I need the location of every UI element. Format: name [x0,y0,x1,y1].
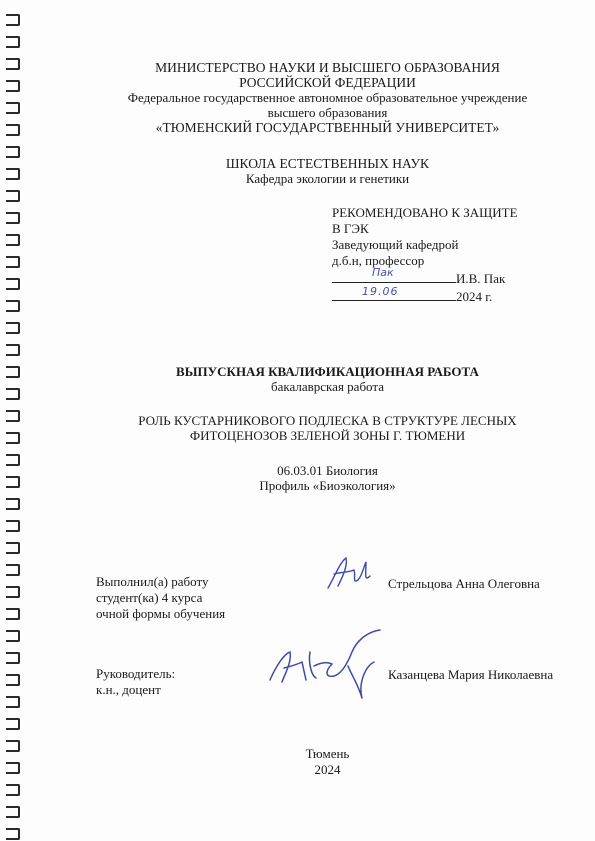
student-name: Стрельцова Анна Олеговна [388,576,540,591]
student-label [96,574,225,622]
binding-ring [6,410,20,422]
student-label-line-3: очной формы обучения [96,606,226,621]
footer-city: Тюмень [305,746,350,761]
binding-ring [6,80,20,92]
binding-ring [6,168,20,180]
binding-ring [6,498,20,510]
specialty: 06.03.01 Биология [277,463,378,478]
footer-year: 2024 [314,762,341,777]
work-subtype: бакалаврская работа [271,379,384,394]
head-degree: д.б.н, профессор [332,253,425,268]
supervisor-label-line-1: Руководитель: [96,666,176,681]
head-name: И.В. Пак [456,271,506,286]
profile: Профиль «Биоэкология» [259,478,396,493]
date-row [332,287,518,305]
footer [0,746,595,778]
binding-ring [6,366,20,378]
binding-ring [6,520,20,532]
binding-ring [6,256,20,268]
work-title-line-2: ФИТОЦЕНОЗОВ ЗЕЛЕНОЙ ЗОНЫ Г. ТЮМЕНИ [189,428,466,443]
work-title-line-1: РОЛЬ КУСТАРНИКОВОГО ПОДЛЕСКА В СТРУКТУРЕ ЛЕСНЫХ [138,413,517,428]
binding-ring [6,388,20,400]
binding-ring [6,652,20,664]
binding-ring [6,564,20,576]
student-label-line-2: студент(ка) 4 курса [96,590,203,605]
binding-ring [6,696,20,708]
binding-ring [6,14,20,26]
university-name: «ТЮМЕНСКИЙ ГОСУДАРСТВЕННЫЙ УНИВЕРСИТЕТ» [155,120,500,135]
binding-ring [6,586,20,598]
school-name: ШКОЛА ЕСТЕСТВЕННЫХ НАУК [225,156,430,171]
recommend-line-2: В ГЭК [332,221,369,236]
binding-ring [6,36,20,48]
binding-ring [6,542,20,554]
head-signature: Пак [372,266,394,279]
institution-line-2: высшего образования [267,105,388,120]
binding-ring [6,102,20,114]
supervisor-signature [262,622,392,704]
binding-ring [6,784,20,796]
signature-line [332,266,456,283]
binding-ring [6,322,20,334]
supervisor-name: Казанцева Мария Николаевна [388,667,554,682]
binding-ring [6,718,20,730]
work-block [60,364,595,394]
binding-ring [6,674,20,686]
spiral-binding [0,0,26,841]
binding-ring [6,300,20,312]
binding-ring [6,344,20,356]
student-label-line-1: Выполнил(а) работу [96,574,209,589]
binding-ring [6,212,20,224]
binding-ring [6,278,20,290]
date-line [332,287,456,301]
department-name: Кафедра экологии и генетики [245,171,410,186]
date-year: 2024 г. [456,289,493,304]
specialty-block [60,463,595,493]
recommend-line-1: РЕКОМЕНДОВАНО К ЗАЩИТЕ [332,205,518,220]
ministry-header [60,60,595,135]
recommendation-block [332,205,518,305]
ministry-line-2: РОССИЙСКОЙ ФЕДЕРАЦИИ [239,75,416,90]
binding-ring [6,608,20,620]
binding-ring [6,828,20,840]
supervisor-label-line-2: к.н., доцент [96,682,161,697]
binding-ring [6,146,20,158]
date-handwritten: 19.06 [362,285,399,298]
binding-ring [6,234,20,246]
binding-ring [6,476,20,488]
binding-ring [6,58,20,70]
student-signature [320,552,380,598]
work-title-block [60,413,595,443]
binding-ring [6,806,20,818]
work-type: ВЫПУСКНАЯ КВАЛИФИКАЦИОННАЯ РАБОТА [176,364,479,379]
binding-ring [6,190,20,202]
institution-line-1: Федеральное государственное автономное образовательное учреждение [127,90,528,105]
binding-ring [6,432,20,444]
school-block [60,156,595,186]
ministry-line-1: МИНИСТЕРСТВО НАУКИ И ВЫСШЕГО ОБРАЗОВАНИЯ [155,60,500,75]
supervisor-label [96,666,175,698]
binding-ring [6,630,20,642]
binding-ring [6,454,20,466]
head-signature-row [332,266,518,287]
binding-ring [6,124,20,136]
head-title: Заведующий кафедрой [332,237,459,252]
